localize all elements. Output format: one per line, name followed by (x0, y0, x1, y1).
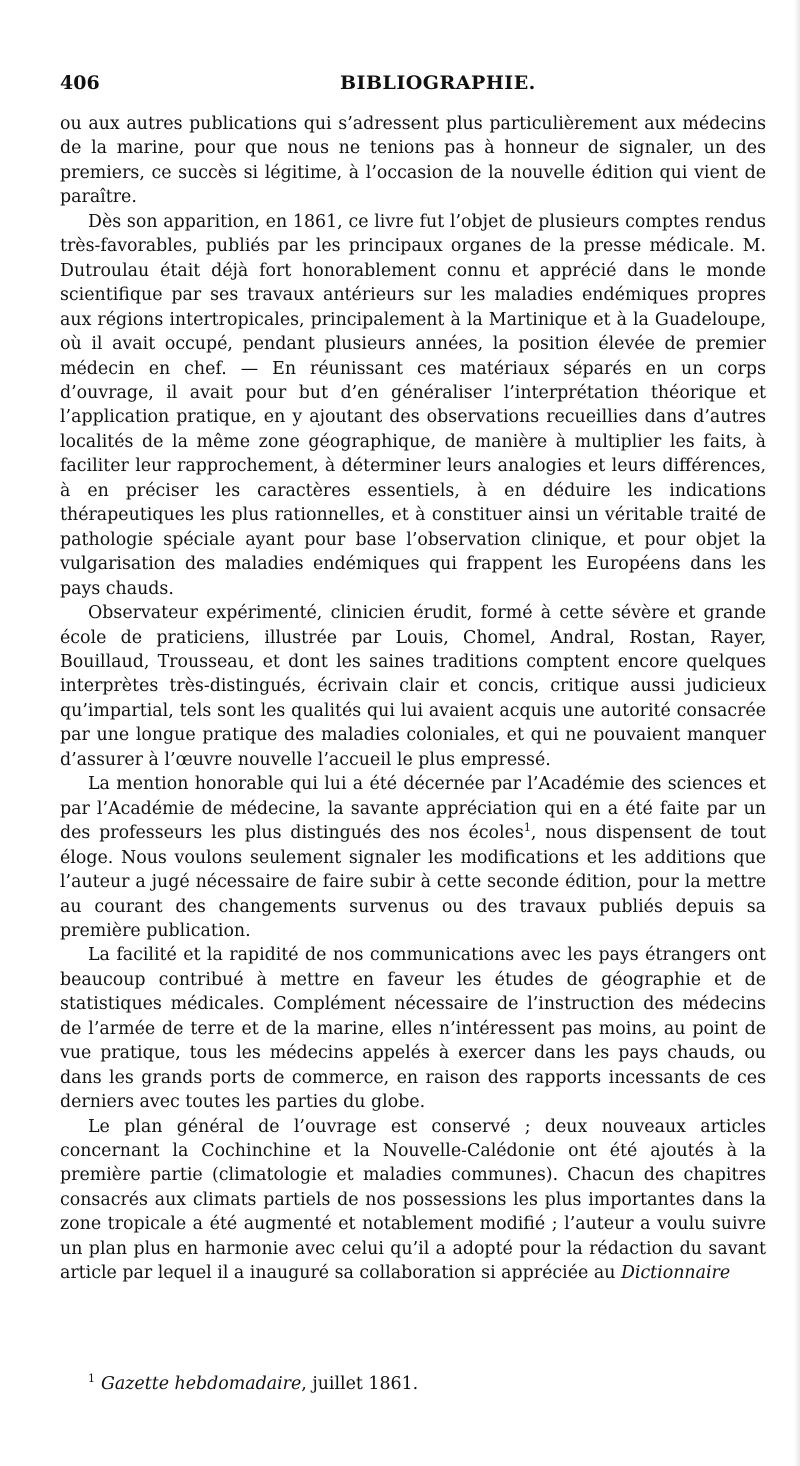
paragraph-5: La facilité et la rapidité de nos communications avec les pays étrangers ont beaucoup contribué à mettre en faveur les études de géographie et de statistiques médicales. Complément nécessaire de l’instruction des médecins de l’armée de terre et de la marine, elles n’intéressent pas moins, au point de vue pratique, tous les médecins appelés à exercer dans les pays chauds, ou dans les grands ports de commerce, en raison des rapports incessants de ces derniers avec toutes les parties du globe. (60, 945, 766, 1113)
footnote-reference: 1 (523, 821, 531, 835)
paragraph-2: Dès son apparition, en 1861, ce livre fut l’objet de plusieurs comptes rendus très-favorables, publiés par les principaux organes de la presse médicale. M. Dutroulau était déjà fort honorablement connu et apprécié dans le monde scientifique par ses travaux antérieurs sur les maladies endémiques propres aux régions intertropicales, principalement à la Martinique et à la Guadeloupe, où il avait occupé, pendant plusieurs années, la position élevée de premier médecin en chef. — En réunissant ces matériaux séparés en un corps d’ouvrage, il avait pour but d’en généraliser l’interprétation théorique et l’application pratique, en y ajoutant des observations recueillies dans d’autres localités de la même zone géographique, de manière à multiplier les faits, à faciliter leur rapprochement, à déterminer leurs analogies et leurs différences, à en préciser les caractères essentiels, à en déduire les indications thérapeutiques les plus rationnelles, et à constituer ainsi un véritable traité de pathologie spéciale ayant pour base l’observation clinique, et pour objet la vulgarisation des maladies endémiques qui frappent les Européens dans les pays chauds. (60, 211, 766, 599)
running-title: BIBLIOGRAPHIE. (340, 72, 536, 94)
body-text (60, 112, 766, 1286)
paragraph-4 (60, 772, 766, 943)
page-header (60, 72, 760, 102)
paragraph-6-text: Le plan général de l’ouvrage est conservé ; deux nouveaux articles concernant la Cochinchine et la Nouvelle-Calédonie ont été ajoutés à la première partie (climatologie et maladies communes). Chacun des chapitres consacrés aux climats partiels de nos possessions les plus importantes dans la zone tropicale a été augmenté et notablement modifié ; l’auteur a voulu suivre un plan plus en harmonie avec celui qu’il a adopté pour la rédaction du savant article par lequel il a inauguré sa collaboration si appréciée au (60, 1116, 766, 1284)
footnote-source: Gazette hebdomadaire (101, 1374, 302, 1394)
paragraph-4-text-b: , nous dispensent de tout éloge. Nous voulons seulement signaler les modifications et les additions que l’auteur a jugé nécessaire de faire subir à cette seconde édition, pour la mettre au courant des changements survenus ou des travaux publiés depuis sa première publication. (60, 823, 766, 941)
paragraph-4-text-a: La mention honorable qui lui a été décernée par l’Académie des sciences et par l’Académie de médecine, la savante appréciation qui en a été faite par un des professeurs les plus distingués des nos écoles (60, 774, 766, 844)
paragraph-6-italic-term: Dictionnaire (620, 1263, 731, 1284)
page-number: 406 (60, 72, 100, 94)
paragraph-3: Observateur expérimenté, clinicien érudit, formé à cette sévère et grande école de praticiens, illustrée par Louis, Chomel, Andral, Rostan, Rayer, Bouillaud, Trousseau, et dont les saines traditions comptent encore quelques interprètes très-distingués, écrivain clair et concis, critique aussi judicieux qu’impartial, tels sont les qualités qui lui avaient acquis une autorité consacrée par une longue pratique des maladies coloniales, et qui ne pouvaient manquer d’assurer à l’œuvre nouvelle l’accueil le plus empressé. (60, 603, 766, 770)
footnote-number: 1 (88, 1372, 95, 1386)
paragraph-1: ou aux autres publications qui s’adressent plus particulièrement aux médecins de la marine, pour que nous ne tenions pas à honneur de signaler, un des premiers, ce succès si légitime, à l’occasion de la nouvelle édition qui vient de paraître. (60, 114, 766, 208)
footnote-date: , juillet 1861. (301, 1374, 419, 1394)
paragraph-6 (60, 1115, 766, 1286)
footnote (88, 1372, 768, 1396)
page-edge-shadow (794, 0, 800, 1466)
